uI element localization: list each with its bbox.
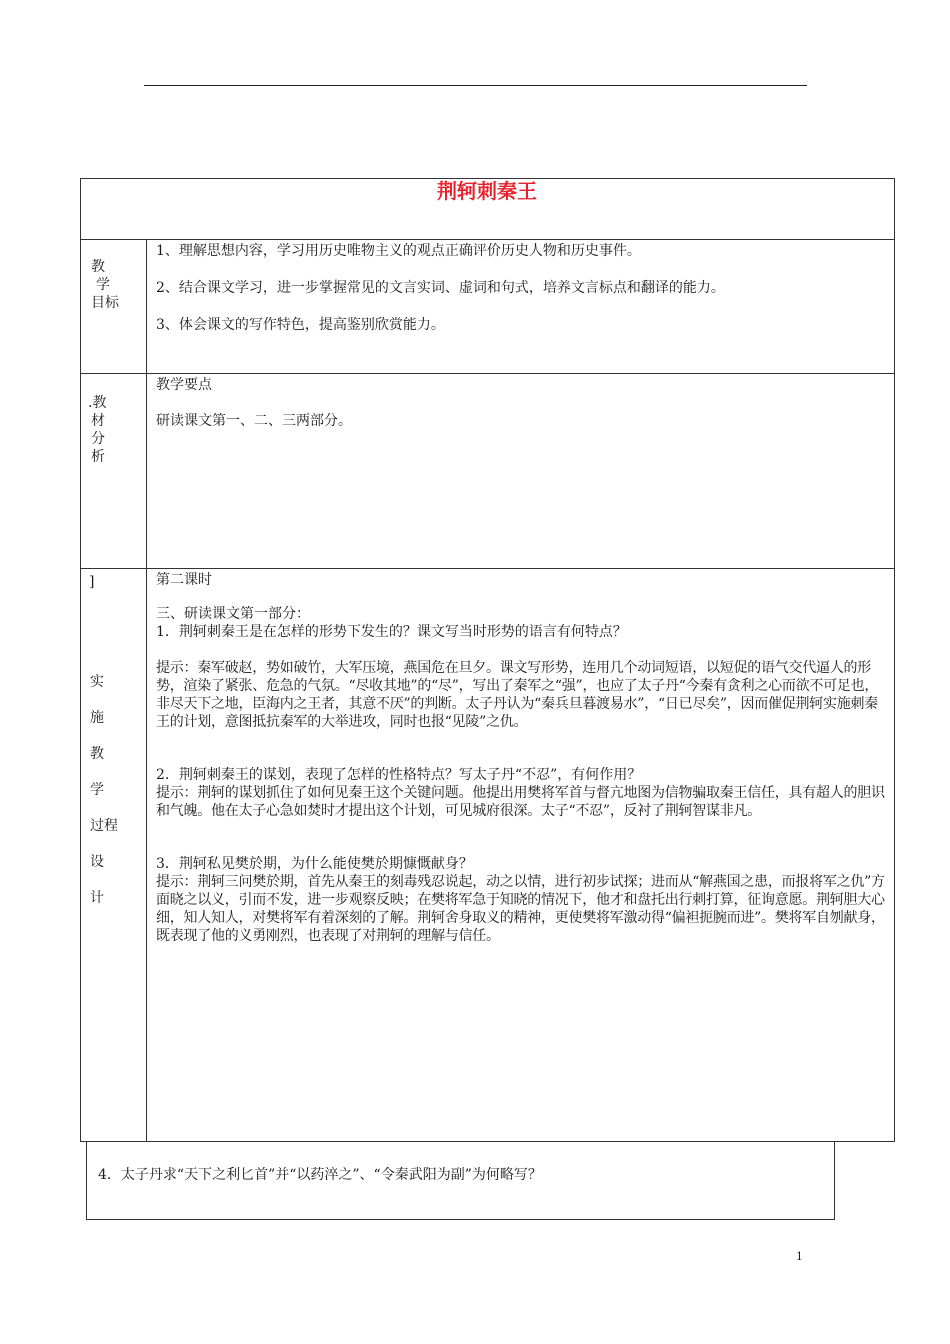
- label-line: 教: [91, 259, 105, 275]
- question-1: 1．荆轲刺秦王是在怎样的形势下发生的？课文写当时形势的语言有何特点？: [156, 624, 627, 640]
- label-line: 教: [90, 746, 104, 762]
- objectives-label: [91, 258, 119, 312]
- answer-1: 提示：秦军破赵，势如破竹，大军压境，燕国危在旦夕。课文写形势，连用几个动词短语，以短促的语气交代逼人的形势，渲染了紧张、危急的气氛。“尽收其地”的“尽”，写出了秦军之“强”，也应了太子丹“今秦有贪利之心而欲不可足也，非尽天下之地，臣海内之王者，其意不厌”的判断。太子丹认为“秦兵旦暮渡易水”，“日已尽矣”，因而催促荆轲实施刺秦王的计划，意图抵抗秦军的大举进攻，同时也报“见陵”之仇。: [156, 660, 879, 730]
- answer-3: 提示：荆轲三问樊於期，首先从秦王的刻毒残忍说起，动之以情，进行初步试探；进而从“解燕国之患，而报将军之仇”方面晓之以义，引而不发，进一步观察反映；在樊将军急于知晓的情况下，他才和盘托出行刺打算，征询意愿。荆轲胆大心细，知人知人，对樊将军有着深刻的了解。荆轲舍身取义的精神，更使樊将军激动得“偏袒扼腕而进”。樊将军自刎献身，既表现了他的义勇刚烈，也表现了对荆轲的理解与信任。: [156, 874, 885, 944]
- question-2: 2．荆轲刺秦王的谋划，表现了怎样的性格特点？写太子丹“不忍”，有何作用？: [156, 767, 642, 783]
- page-number: 1: [796, 1248, 803, 1263]
- session-label: 第二课时: [156, 572, 212, 588]
- material-label: [88, 394, 106, 466]
- label-line: 施: [90, 710, 104, 726]
- process-label: [90, 664, 118, 916]
- footer-question: 4．太子丹求“天下之利匕首”并“以药淬之”、“令秦武阳为副”为何略写？: [98, 1167, 542, 1183]
- label-line: 设: [90, 854, 104, 870]
- material-text: 研读课文第一、二、三两部分。: [156, 413, 352, 429]
- label-line: 实: [90, 674, 104, 690]
- label-line: 过程: [90, 818, 118, 834]
- row-divider-1: [80, 239, 895, 240]
- objective-item-3: 3、体会课文的写作特色，提高鉴别欣赏能力。: [156, 317, 445, 333]
- label-line: 计: [90, 890, 104, 906]
- label-line: 学: [96, 277, 110, 293]
- label-line: 目标: [91, 295, 119, 311]
- question-3: 3．荆轲私见樊於期，为什么能使樊於期慷慨献身？: [156, 856, 473, 872]
- column-divider: [146, 239, 147, 1142]
- objective-item-1: 1、理解思想内容，学习用历史唯物主义的观点正确评价历史人物和历史事件。: [156, 243, 641, 259]
- answer-2: 提示：荆轲的谋划抓住了如何见秦王这个关键问题。他提出用樊将军首与督亢地图为信物骗取秦王信任，具有超人的胆识和气魄。他在太子心急如焚时才提出这个计划，可见城府很深。太子“不忍”，反衬了荆轲智谋非凡。: [156, 785, 885, 819]
- section-heading: 三、研读课文第一部分：: [156, 606, 310, 622]
- label-line: 学: [90, 782, 104, 798]
- row-divider-3: [80, 568, 895, 569]
- label-line: 分: [91, 431, 105, 447]
- process-bracket: ]: [89, 574, 95, 590]
- material-heading: 教学要点: [156, 377, 212, 393]
- label-line: 材: [91, 413, 105, 429]
- page-title: 荆轲刺秦王: [437, 179, 537, 203]
- objective-item-2: 2、结合课文学习，进一步掌握常见的文言实词、虚词和句式，培养文言标点和翻译的能力。: [156, 280, 725, 296]
- header-rule: [144, 85, 807, 86]
- label-line: 析: [91, 449, 105, 465]
- label-line: .教: [88, 395, 107, 411]
- row-divider-2: [80, 373, 895, 374]
